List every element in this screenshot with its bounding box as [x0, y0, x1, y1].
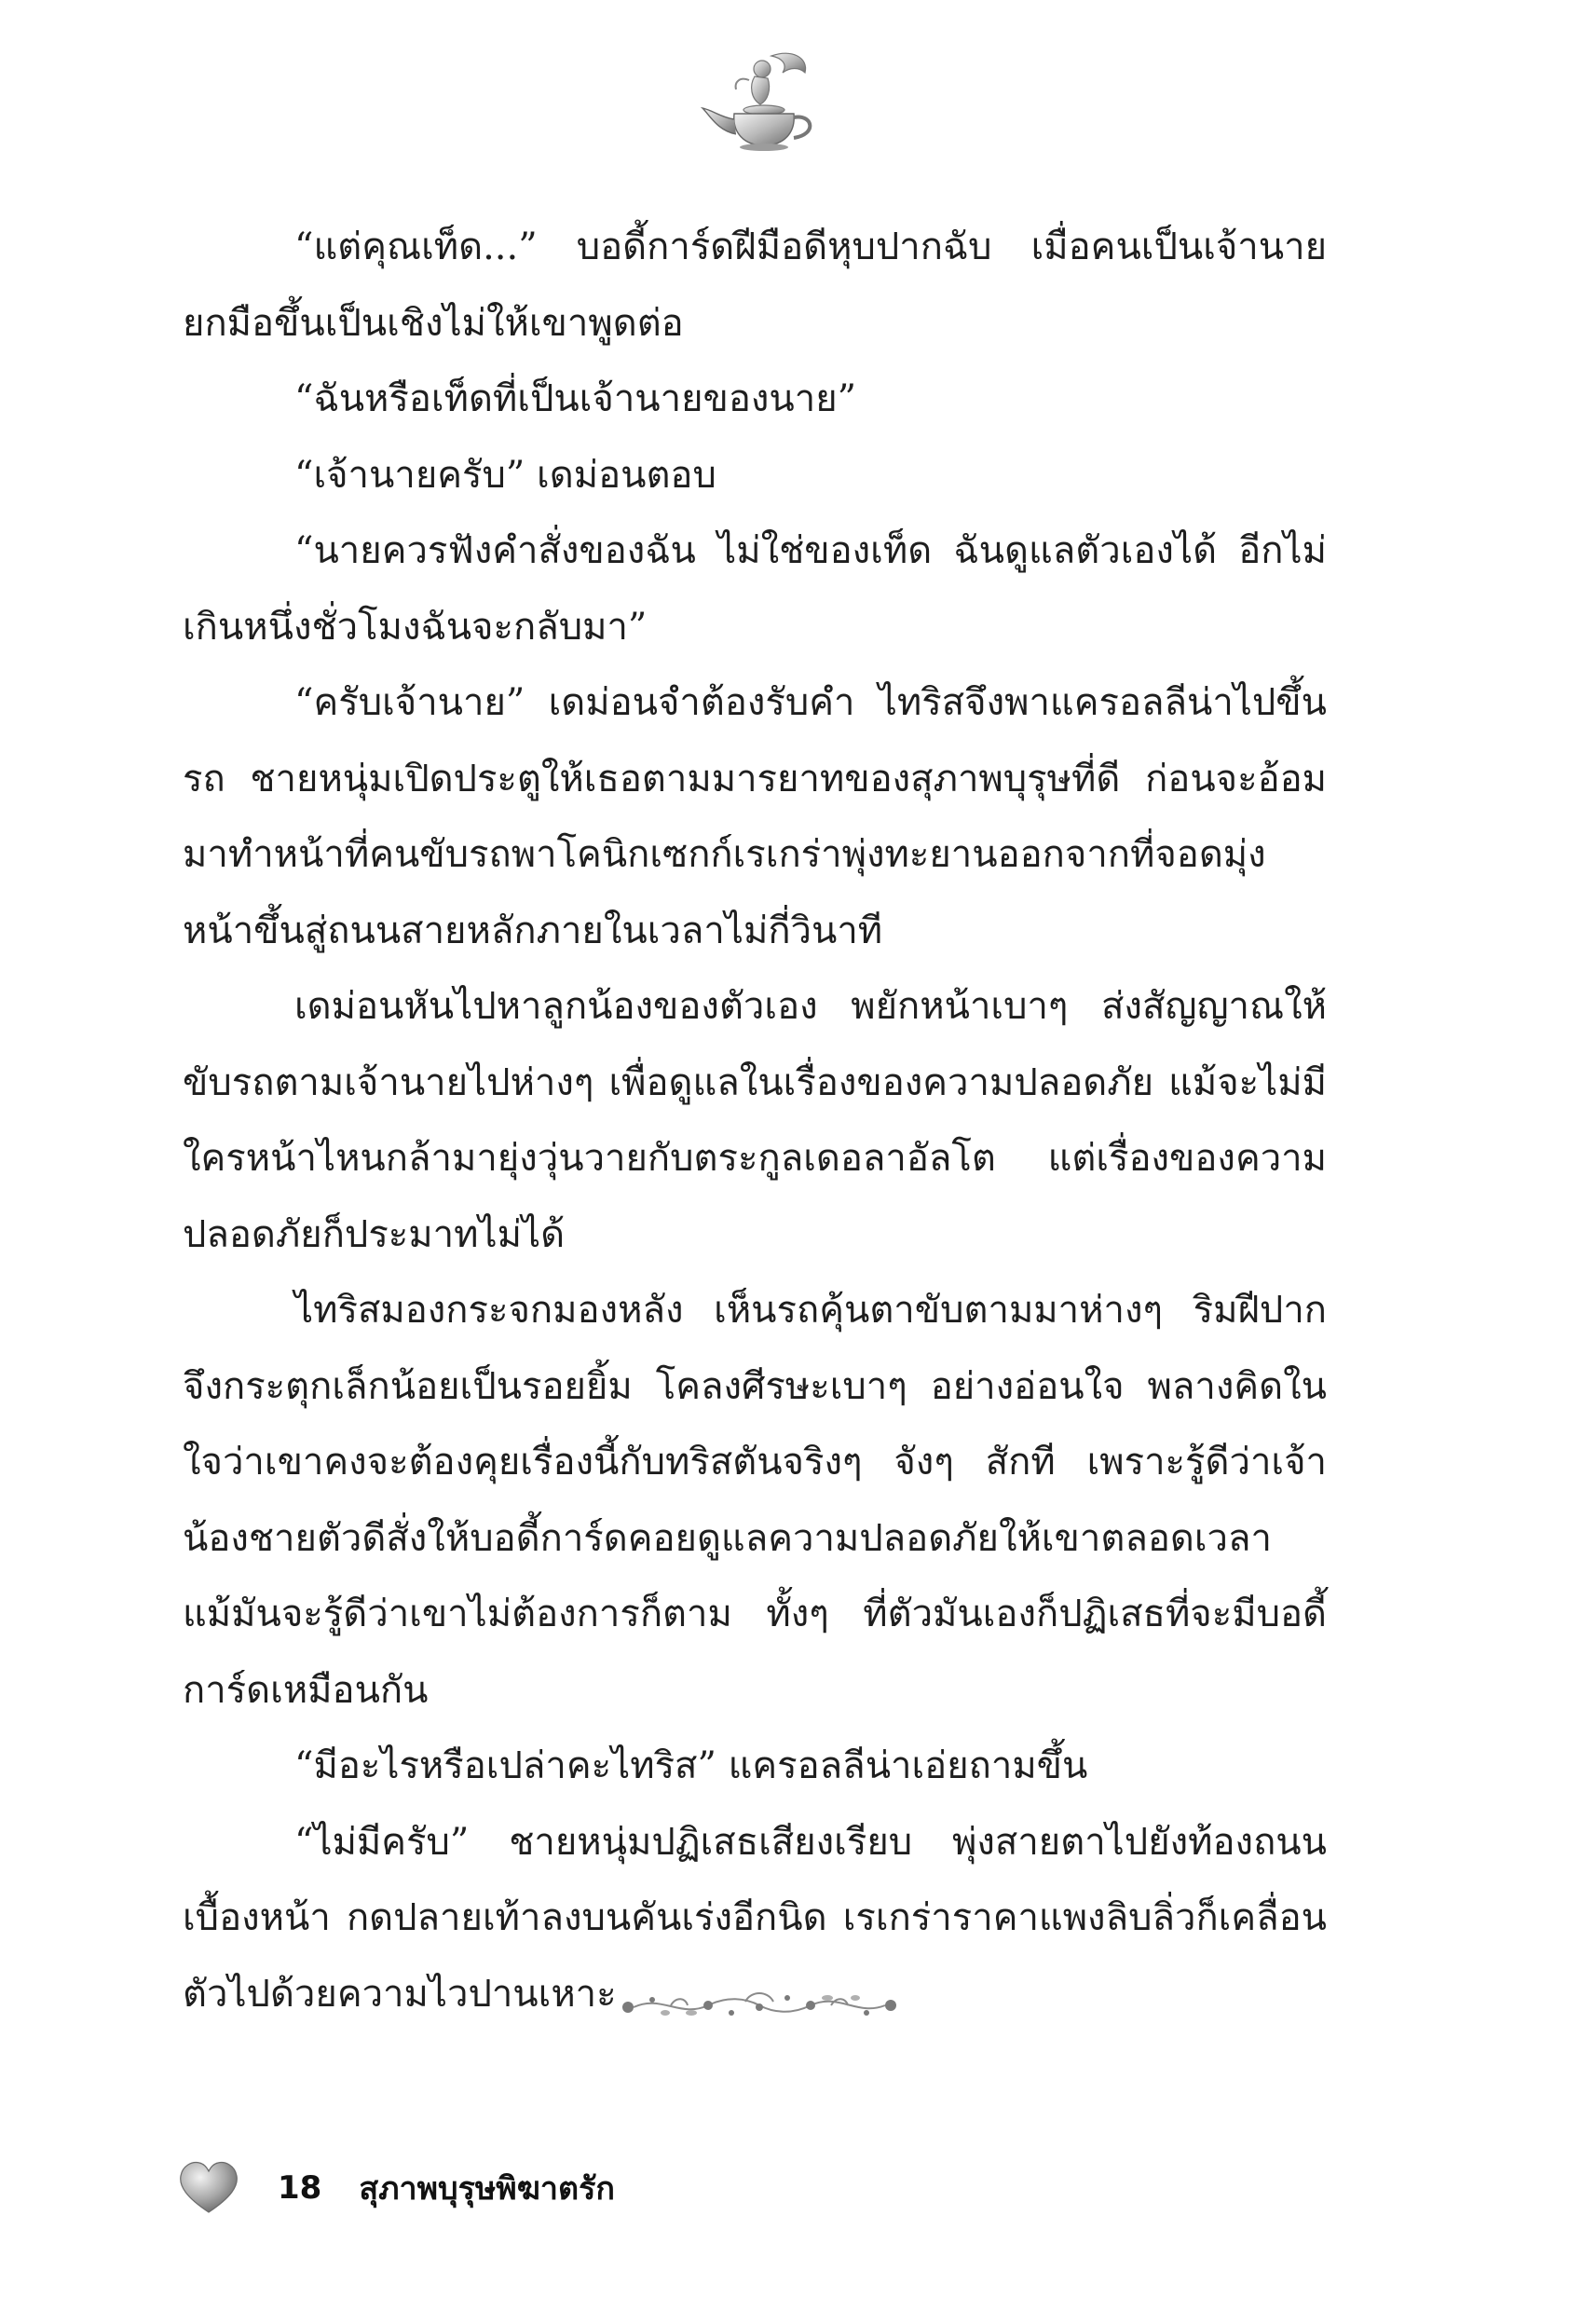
floral-scene-break-icon: [615, 1985, 904, 2026]
paragraph: “ฉันหรือเท็ดที่เป็นเจ้านายของนาย”: [294, 377, 857, 420]
heart-icon: [177, 2160, 240, 2216]
paragraph: “มีอะไรหรือเปล่าคะไทริส” แครอลลีน่าเอ่ยถามขึ้น: [294, 1744, 1088, 1787]
paragraph: “เจ้านายครับ” เดม่อนตอบ: [294, 453, 716, 497]
paragraph: “ครับเจ้านาย” เดม่อนจำต้องรับคำ ไทริสจึงพาแครอลลีน่าไปขึ้นรถ ชายหนุ่มเปิดประตูให้เธอตามมารยาทของสุภาพบุรุษที่ดี ก่อนจะอ้อมมาทำหน้าที่คนขับรถพาโคนิกเซกก์เรเกร่าพุ่งทะยานออกจากที่จอดมุ่งหน้าขึ้นสู่ถนนสายหลักภายในเวลาไม่กี่วินาที: [183, 681, 1327, 952]
paragraph: “แต่คุณเท็ด...” บอดี้การ์ดฝีมือดีหุบปากฉับ เมื่อคนเป็นเจ้านายยกมือขึ้นเป็นเชิงไม่ให้เขาพูดต่อ: [183, 226, 1327, 345]
paragraph: เดม่อนหันไปหาลูกน้องของตัวเอง พยักหน้าเบาๆ ส่งสัญญาณให้ขับรถตามเจ้านายไปห่างๆ เพื่อดูแลในเรื่องของความปลอดภัย แม้จะไม่มีใครหน้าไหนกล้ามายุ่งวุ่นวายกับตระกูลเดอลาอัลโต แต่เรื่องของความปลอดภัยก็ประมาทไม่ได้: [183, 985, 1327, 1256]
paragraph: “ไม่มีครับ” ชายหนุ่มปฏิเสธเสียงเรียบ พุ่งสายตาไปยังท้องถนนเบื้องหน้า กดปลายเท้าลงบนคันเร่งอีกนิด เรเกร่าราคาแพงลิบลิ่วก็เคลื่อนตัวไปด้วยความไวปานเหาะ: [183, 1820, 1327, 2016]
paragraph: “นายควรฟังคำสั่งของฉัน ไม่ใช่ของเท็ด ฉันดูแลตัวเองได้ อีกไม่เกินหนึ่งชั่วโมงฉันจะกลับมา”: [183, 529, 1327, 649]
story-text: [183, 210, 1327, 2032]
cupid-teapot-ornament-icon: [689, 48, 839, 160]
page-footer: [177, 2160, 615, 2216]
book-title: สุภาพบุรุษพิฆาตรัก: [359, 2170, 615, 2208]
page-number: 18: [278, 2169, 322, 2207]
paragraph: ไทริสมองกระจกมองหลัง เห็นรถคุ้นตาขับตามมาห่างๆ ริมฝีปากจึงกระตุกเล็กน้อยเป็นรอยยิ้ม โคลงศีรษะเบาๆ อย่างอ่อนใจ พลางคิดในใจว่าเขาคงจะต้องคุยเรื่องนี้กับทริสตันจริงๆ จังๆ สักที เพราะรู้ดีว่าเจ้าน้องชายตัวดีสั่งให้บอดี้การ์ดคอยดูแลความปลอดภัยให้เขาตลอดเวลา แม้มันจะรู้ดีว่าเขาไม่ต้องการก็ตาม ทั้งๆ ที่ตัวมันเองก็ปฏิเสธที่จะมีบอดี้การ์ดเหมือนกัน: [183, 1289, 1327, 1712]
